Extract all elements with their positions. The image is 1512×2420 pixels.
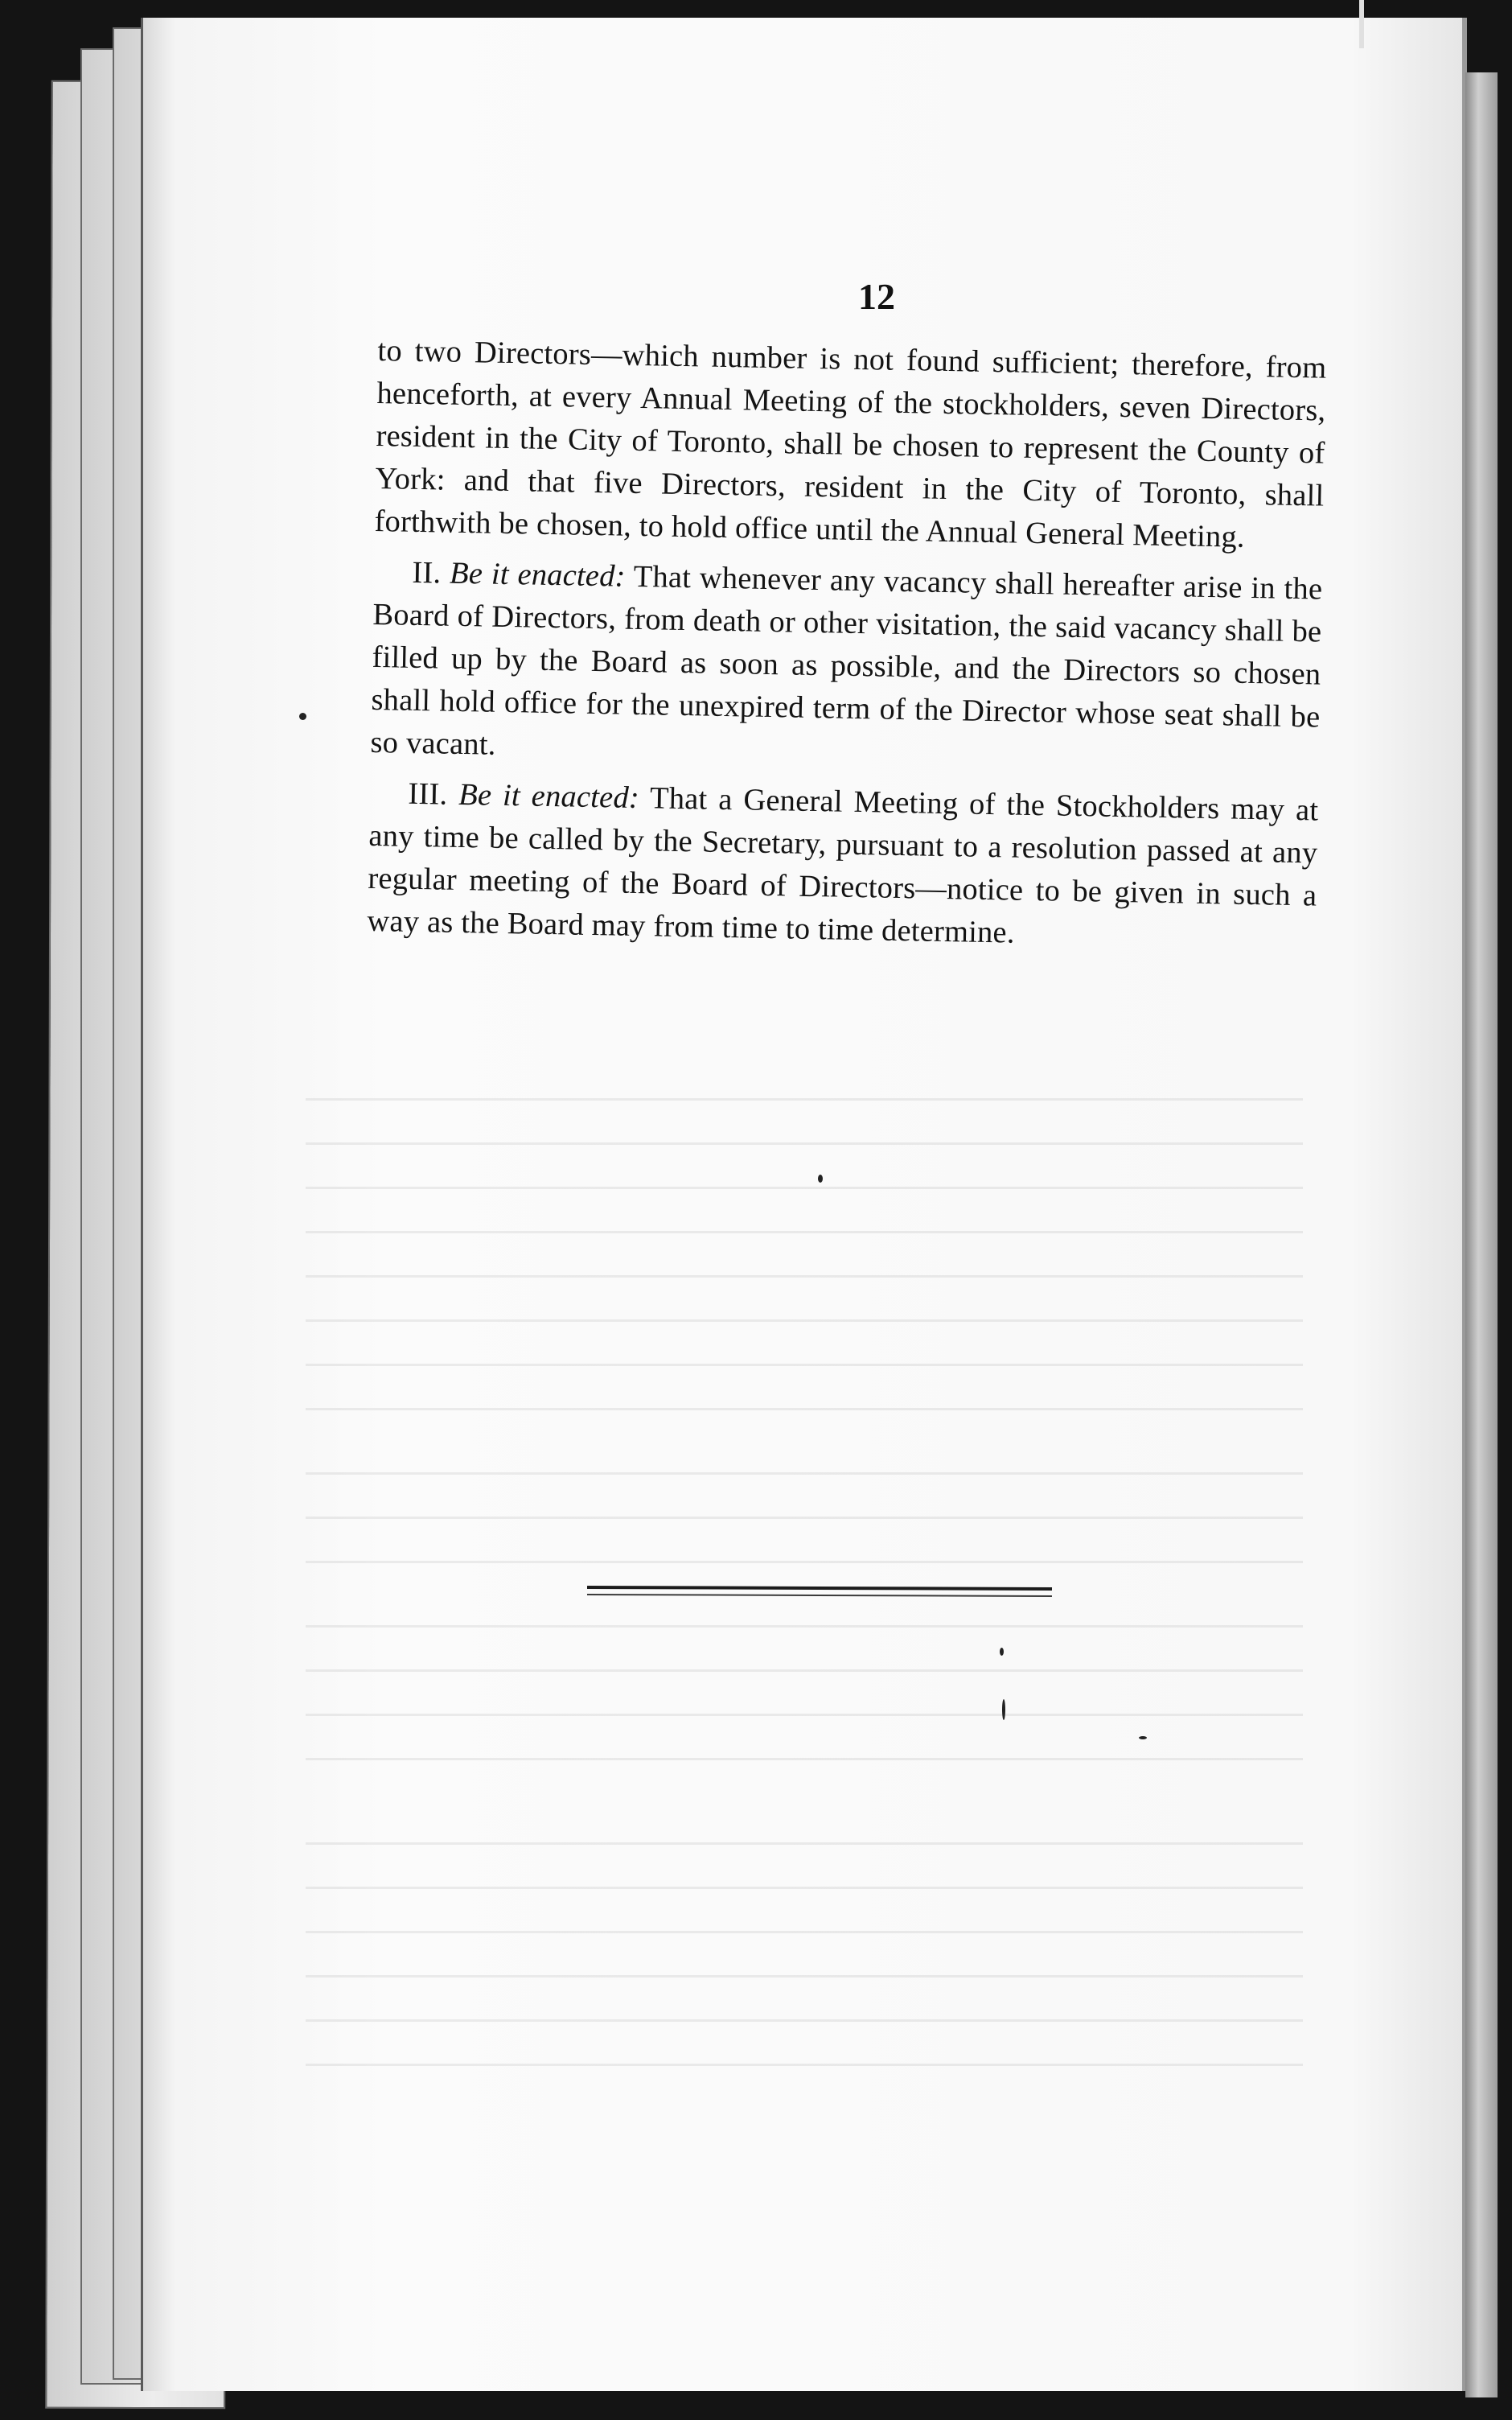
show-through-line (306, 1669, 1303, 1672)
show-through-line (306, 1842, 1303, 1845)
show-through-line (306, 1625, 1303, 1628)
paragraph-text: III. (408, 776, 459, 812)
show-through-line (306, 1714, 1303, 1716)
paragraph-text: II. (412, 555, 450, 591)
show-through-line (306, 1975, 1303, 1978)
separator-rule (587, 1586, 1052, 1591)
ink-speck (1139, 1736, 1147, 1739)
paragraph (374, 330, 1327, 561)
ink-speck (1000, 1648, 1004, 1656)
page-number: 12 (858, 276, 895, 317)
enactment-clause: Be it enacted: (458, 777, 640, 816)
show-through-line (306, 1231, 1303, 1233)
show-through-line (306, 1142, 1303, 1145)
show-through-line (306, 1887, 1303, 1889)
ink-speck (299, 713, 306, 720)
show-through-line (306, 1561, 1303, 1563)
paragraph-text: That whenever any vacancy shall hereafter arise in the Board of Directors, from death or other visitation, the said vacancy shall be filled up by the Board as soon as possible, and the Directors so chosen shall hold office for the unexpired term of the Director whose seat shall be so vacant. (370, 559, 1323, 762)
paragraph (367, 772, 1319, 961)
show-through-line (306, 1187, 1303, 1189)
show-through-line (306, 1758, 1303, 1760)
show-through-line (306, 1931, 1303, 1933)
show-through-line (306, 2064, 1303, 2066)
show-through-line (306, 1319, 1303, 1322)
paragraph-text: to two Directors—which number is not found sufficient; therefore, from henceforth, at every Annual Meeting of the stockholders, seven Directors, resident in the City of Toronto, shall be chosen to represent the County of York: and that five Directors, resident in the City of Toronto, shall forthwith be chosen, to hold office until the Annual General Meeting. (374, 333, 1327, 554)
enactment-clause: Be it enacted: (449, 556, 627, 594)
page-right-edge (1465, 72, 1498, 2397)
show-through-line (306, 2019, 1303, 2022)
show-through-line (306, 1517, 1303, 1519)
show-through-line (306, 1472, 1303, 1475)
show-through-line (306, 1098, 1303, 1101)
body-text (367, 330, 1327, 968)
show-through-line (306, 1408, 1303, 1410)
show-through-line (306, 1275, 1303, 1278)
paragraph (370, 551, 1323, 782)
paragraph-text: That a General Meeting of the Stockholders may at any time be called by the Secretary, pursuant to a resolution passed at any regular meeting of the Board of Directors—notice to be given in such a way as the Board may from time to time determine. (367, 781, 1319, 950)
scan-mark (1359, 0, 1364, 48)
ink-speck (1002, 1699, 1005, 1720)
ink-speck (818, 1175, 823, 1183)
show-through-line (306, 1364, 1303, 1366)
section-separator (587, 1586, 1052, 1597)
